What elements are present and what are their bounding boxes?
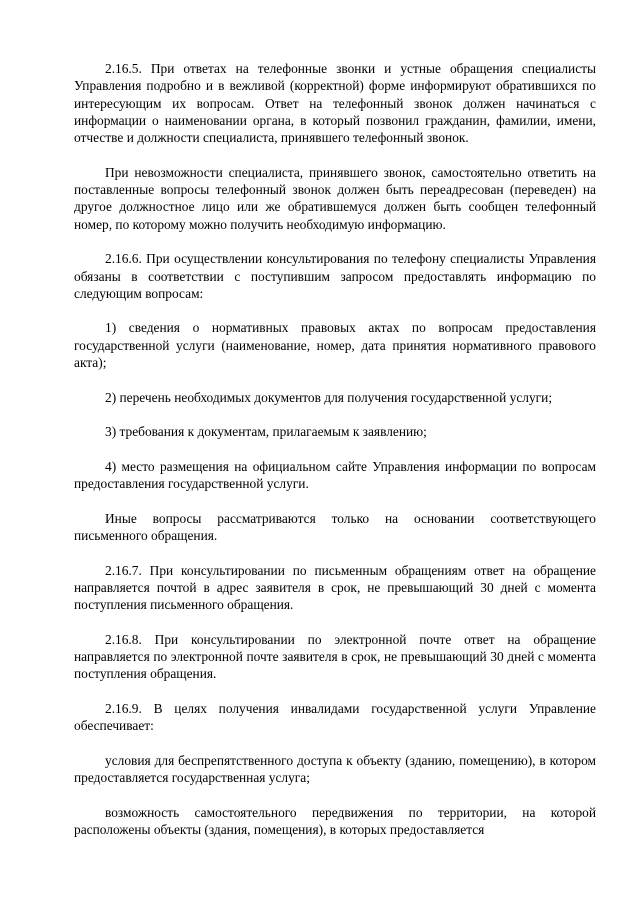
paragraph-2-16-6: 2.16.6. При осуществлении консультирования по телефону специалисты Управления обязаны в соответствии с поступившим запросом предоставлять информацию по следующим вопросам: [74, 251, 596, 301]
document-page [74, 60, 596, 838]
list-item-1: 1) сведения о нормативных правовых актах по вопросам предоставления государственной услуги (наименование, номер, дата принятия нормативного правового акта); [74, 320, 596, 371]
list-item-3: 3) требования к документам, прилагаемым к заявлению; [105, 424, 427, 440]
paragraph-access-conditions: условия для беспрепятственного доступа к объекту (зданию, помещению), в котором предоставляется государственная услуга; [74, 752, 596, 786]
paragraph-2-16-8: 2.16.8. При консультировании по электронной почте ответ на обращение направляется по электронной почте заявителя в срок, не превышающий 30 дней с момента поступления обращения. [74, 631, 596, 682]
paragraph-movement-possibility: возможность самостоятельного передвижения по территории, на которой расположены объекты (здания, помещения), в которых предоставляется [74, 804, 596, 838]
paragraph-2-16-7: 2.16.7. При консультировании по письменным обращениям ответ на обращение направляется почтой в адрес заявителя в срок, не превышающий 30 дней с момента поступления письменного обращения. [74, 562, 596, 613]
paragraph-2-16-5: 2.16.5. При ответах на телефонные звонки и устные обращения специалисты Управления подробно и в вежливой (корректной) форме информируют обратившихся по интересующим их вопросам. Ответ на телефонный звонок должен начинаться с информации о наименовании органа, в который позвонил гражданин, фамилии, имени, отчестве и должности специалиста, принявшего телефонный звонок. [74, 61, 596, 146]
list-item-4: 4) место размещения на официальном сайте Управления информации по вопросам предоставления государственной услуги. [74, 458, 596, 492]
paragraph-other-questions: Иные вопросы рассматриваются только на основании соответствующего письменного обращения. [74, 510, 596, 544]
list-item-2: 2) перечень необходимых документов для получения государственной услуги; [105, 389, 553, 405]
paragraph-2-16-9: 2.16.9. В целях получения инвалидами государственной услуги Управление обеспечивает: [74, 700, 596, 734]
paragraph-redirect-call: При невозможности специалиста, принявшего звонок, самостоятельно ответить на поставленные вопросы телефонный звонок должен быть переадресован (переведен) на другое должностное лицо или же обратившемуся должен быть сообщен телефонный номер, по которому можно получить необходимую информацию. [74, 164, 596, 232]
